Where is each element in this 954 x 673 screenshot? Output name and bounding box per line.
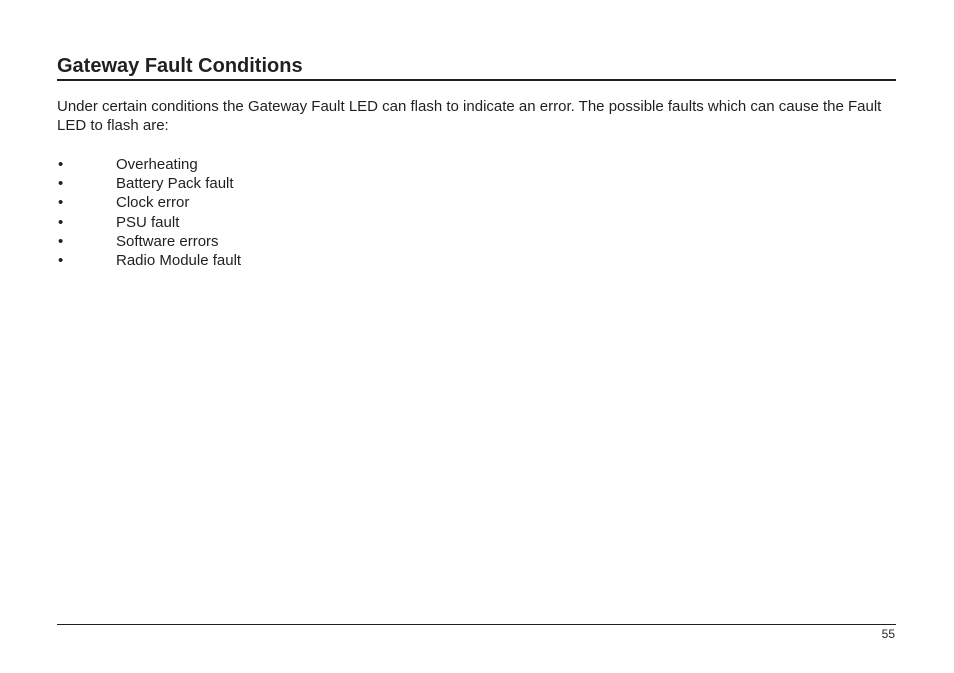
page-title: Gateway Fault Conditions	[57, 55, 303, 77]
list-item	[57, 174, 241, 193]
fault-list	[57, 155, 241, 270]
list-item	[57, 193, 241, 212]
fault-label: Radio Module fault	[116, 252, 242, 270]
bullet-icon: •	[58, 156, 64, 173]
bullet-icon: •	[58, 213, 64, 231]
list-item	[57, 155, 241, 174]
bullet-icon: •	[58, 252, 64, 270]
footer-divider	[57, 624, 896, 625]
fault-label: Software errors	[116, 232, 219, 250]
intro-paragraph: Under certain conditions the Gateway Fault LED can flash to indicate an error. The possible faults which can cause the Fault LED to flash are:	[57, 98, 882, 134]
list-item	[57, 232, 241, 251]
list-item	[57, 251, 241, 270]
fault-label: Battery Pack fault	[116, 175, 234, 193]
list-item	[57, 213, 241, 232]
bullet-icon: •	[58, 232, 64, 250]
title-divider	[57, 79, 896, 81]
fault-label: PSU fault	[116, 213, 180, 231]
bullet-icon: •	[58, 175, 64, 193]
page-number: 55	[881, 627, 895, 641]
bullet-icon: •	[58, 194, 64, 212]
fault-label: Clock error	[116, 194, 190, 212]
fault-label: Overheating	[116, 156, 198, 173]
